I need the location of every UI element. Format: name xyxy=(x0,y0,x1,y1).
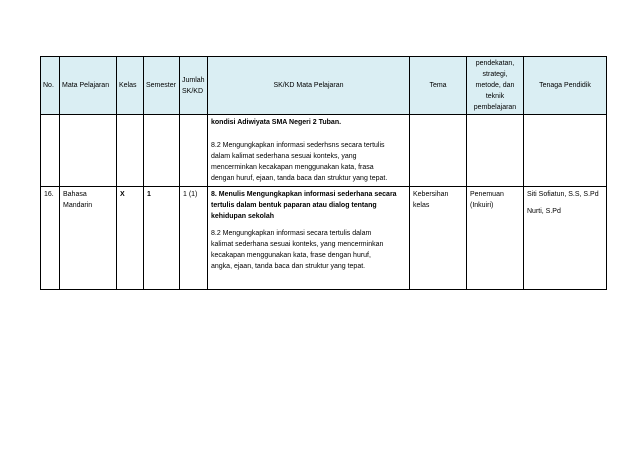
sk-kd-cell xyxy=(208,115,410,187)
table-row xyxy=(41,187,607,290)
sk-kd-bold-line: kehidupan sekolah xyxy=(211,213,275,220)
subject-line: Mandarin xyxy=(63,202,93,209)
header-tema: Tema xyxy=(410,57,467,115)
header-row xyxy=(41,57,607,115)
cell-no: 16. xyxy=(41,187,60,290)
subject-line: Bahasa xyxy=(63,191,87,198)
sk-kd-line: dengan huruf, ejaan, tanda baca dan struktur yang tepat. xyxy=(211,175,388,182)
sk-kd-cell xyxy=(208,187,410,290)
sk-kd-line: kecakapan menggunakan kata, frase dengan huruf, xyxy=(211,252,371,259)
header-pendekatan xyxy=(467,57,524,115)
header-no: No. xyxy=(41,57,60,115)
header-subject: Mata Pelajaran xyxy=(60,57,117,115)
cell-jumlah: 1 (1) xyxy=(180,187,208,290)
header-jumlah xyxy=(180,57,208,115)
header-pendekatan-line: teknik xyxy=(485,93,505,100)
sk-kd-line: mencerminkan kecakapan menggunakan kata, frasa xyxy=(211,164,374,171)
sk-kd-line: 8.2 Mengungkapkan informasi secara tertulis dalam xyxy=(211,230,372,237)
curriculum-table xyxy=(40,56,607,290)
sk-kd-bold-line: 8. Menulis Mengungkapkan informasi sederhana secara xyxy=(211,191,397,198)
header-semester: Semester xyxy=(144,57,180,115)
header-tenaga: Tenaga Pendidik xyxy=(524,57,607,115)
header-pendekatan-line: metode, dan xyxy=(475,82,515,89)
sk-kd-bold-text: kondisi Adiwiyata SMA Negeri 2 Tuban. xyxy=(211,119,342,126)
cell-tema: Kebersihan kelas xyxy=(410,187,467,290)
header-pendekatan-line: pendekatan, xyxy=(475,60,515,67)
sk-kd-line: 8.2 Mengungkapkan informasi sederhsns secara tertulis xyxy=(211,142,385,149)
header-jumlah-line1: Jumlah xyxy=(182,76,205,84)
cell-semester: 1 xyxy=(144,187,180,290)
sk-kd-bold-line: tertulis dalam bentuk paparan atau dialog tentang xyxy=(211,202,377,209)
cell-subject xyxy=(60,187,117,290)
tenaga-name: Nurti, S.Pd xyxy=(527,208,561,215)
header-kelas: Kelas xyxy=(117,57,144,115)
cell-pendekatan xyxy=(467,187,524,290)
header-pendekatan-line: pembelajaran xyxy=(473,104,517,111)
table-row xyxy=(41,115,607,187)
cell-kelas: X xyxy=(117,187,144,290)
sk-kd-line: angka, ejaan, tanda baca dan struktur yang tepat. xyxy=(211,263,366,270)
header-pendekatan-line: strategi, xyxy=(482,71,508,78)
pendekatan-line: (Inkuiri) xyxy=(470,202,494,209)
cell-tenaga xyxy=(524,187,607,290)
pendekatan-line: Penemuan xyxy=(470,191,504,198)
header-jumlah-line2: SK/KD xyxy=(182,87,204,95)
sk-kd-line: kalimat sederhana sesuai konteks, yang mencerminkan xyxy=(211,241,384,248)
sk-kd-line: dalam kalimat sederhana sesuai konteks, yang xyxy=(211,153,357,160)
tenaga-name: Siti Sofiatun, S.S, S.Pd xyxy=(527,191,599,198)
header-sk-kd: SK/KD Mata Pelajaran xyxy=(208,57,410,115)
